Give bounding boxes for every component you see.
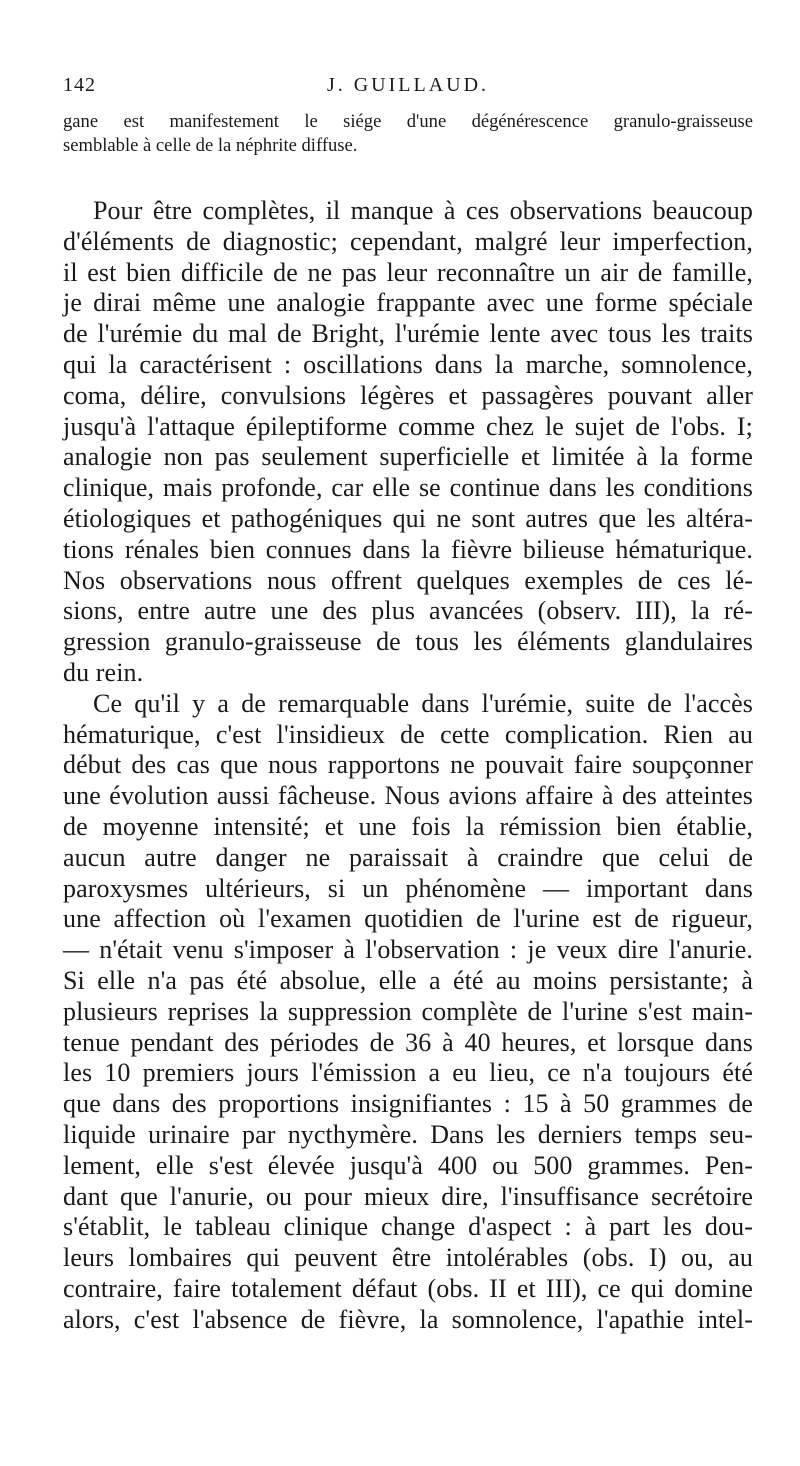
text-line: d'éléments de diagnostic; cependant, malgré leur imperfection, xyxy=(63,226,753,256)
text-line: étiologiques et pathogéniques qui ne sont autres que les altéra- xyxy=(63,503,753,533)
text-line: tions rénales bien connues dans la fièvre bilieuse hématurique. xyxy=(63,534,753,564)
text-line: contraire, faire totalement défaut (obs. II et III), ce qui domine xyxy=(63,1273,753,1303)
text-line: du rein. xyxy=(63,657,144,687)
text-line: semblable à celle de la néphrite diffuse. xyxy=(63,135,358,156)
text-line: dant que l'anurie, ou pour mieux dire, l'insuffisance secrétoire xyxy=(63,1181,753,1211)
text-line: gression granulo-graisseuse de tous les éléments glandulaires xyxy=(63,627,753,657)
paragraph-1 xyxy=(63,196,753,689)
text-line: liquide urinaire par nycthymère. Dans les derniers temps seu- xyxy=(63,1119,753,1149)
paragraph-2 xyxy=(63,689,753,1336)
text-line: tenue pendant des périodes de 36 à 40 heures, et lorsque dans xyxy=(63,1027,753,1057)
text-line: clinique, mais profonde, car elle se continue dans les conditions xyxy=(63,473,753,503)
page-number: 142 xyxy=(63,74,96,96)
text-line: début des cas que nous rapportons ne pouvait faire soupçonner xyxy=(63,750,753,780)
text-line: Si elle n'a pas été absolue, elle a été au moins persistante; à xyxy=(63,965,753,995)
text-line: lement, elle s'est élevée jusqu'à 400 ou 500 grammes. Pen- xyxy=(63,1150,753,1180)
text-line: je dirai même une analogie frappante avec une forme spéciale xyxy=(63,288,753,318)
body-text xyxy=(63,196,753,1335)
text-line: hématurique, c'est l'insidieux de cette complication. Rien au xyxy=(63,719,753,749)
text-line: qui la caractérisent : oscillations dans la marche, somnolence, xyxy=(63,349,753,379)
text-line: alors, c'est l'absence de fièvre, la somnolence, l'apathie intel- xyxy=(63,1304,753,1334)
text-line: Pour être complètes, il manque à ces observations beaucoup xyxy=(93,196,753,225)
text-line: de l'urémie du mal de Bright, l'urémie lente avec tous les traits xyxy=(63,319,753,349)
text-line: les 10 premiers jours l'émission a eu lieu, ce n'a toujours été xyxy=(63,1058,753,1088)
text-line: jusqu'à l'attaque épileptiforme comme chez le sujet de l'obs. I; xyxy=(63,411,753,441)
page-header xyxy=(63,74,753,98)
text-line: Ce qu'il y a de remarquable dans l'urémie, suite de l'accès xyxy=(93,688,753,718)
text-line: s'établit, le tableau clinique change d'aspect : à part les dou- xyxy=(63,1212,753,1242)
running-head: J. GUILLAUD. xyxy=(326,74,490,96)
text-line: une affection où l'examen quotidien de l'urine est de rigueur, xyxy=(63,904,753,934)
text-line: gane est manifestement le siége d'une dégénérescence granulo-graisseuse xyxy=(63,111,753,132)
text-line: sions, entre autre une des plus avancées (observ. III), la ré- xyxy=(63,596,753,626)
text-line: aucun autre danger ne paraissait à craindre que celui de xyxy=(63,842,753,872)
text-line: analogie non pas seulement superficielle et limitée à la forme xyxy=(63,442,753,472)
text-line: paroxysmes ultérieurs, si un phénomène — important dans xyxy=(63,873,753,903)
text-line: plusieurs reprises la suppression complète de l'urine s'est main- xyxy=(63,996,753,1026)
text-line: — n'était venu s'imposer à l'observation : je veux dire l'anurie. xyxy=(63,935,753,965)
text-line: coma, délire, convulsions légères et passagères pouvant aller xyxy=(63,380,753,410)
text-line: Nos observations nous offrent quelques exemples de ces lé- xyxy=(63,565,753,595)
text-line: une évolution aussi fâcheuse. Nous avions affaire à des atteintes xyxy=(63,781,753,811)
intro-continuation xyxy=(63,110,753,158)
text-line: il est bien difficile de ne pas leur reconnaître un air de famille, xyxy=(63,257,753,287)
text-line: leurs lombaires qui peuvent être intolérables (obs. I) ou, au xyxy=(63,1243,753,1273)
text-line: que dans des proportions insignifiantes : 15 à 50 grammes de xyxy=(63,1089,753,1119)
text-line: de moyenne intensité; et une fois la rémission bien établie, xyxy=(63,811,753,841)
